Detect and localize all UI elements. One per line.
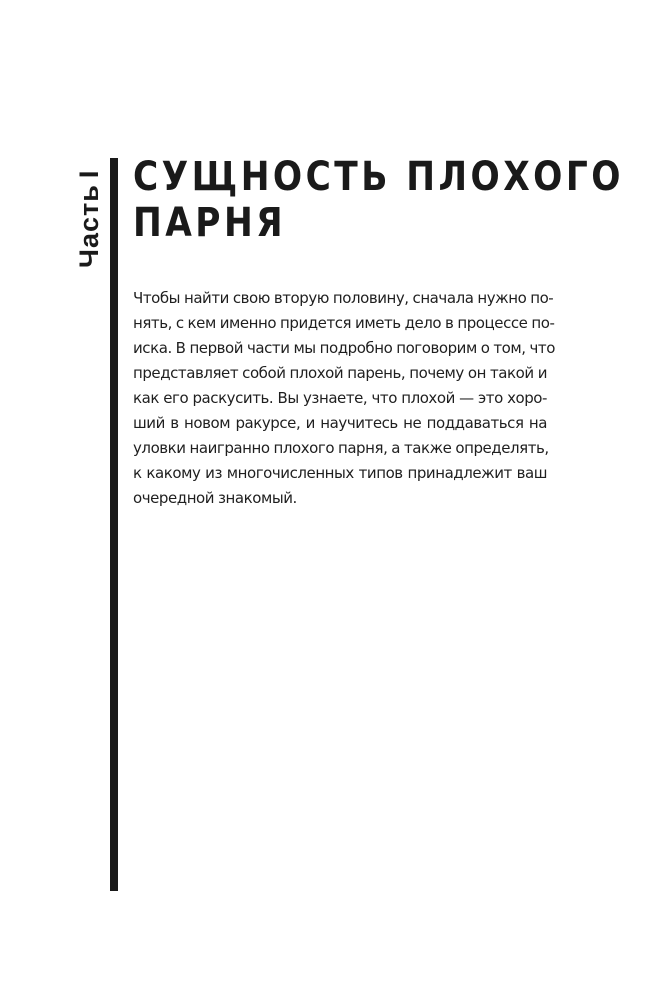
intro-paragraph [133, 286, 555, 511]
intro-line: ший в новом ракурсе, и научитесь не поддаваться на [133, 414, 547, 432]
intro-line: представляет собой плохой парень, почему он такой и [133, 364, 547, 382]
vertical-rule [110, 158, 118, 891]
part-numeral: I [74, 169, 104, 179]
intro-line: нять, с кем именно придется иметь дело в процессе по- [133, 314, 555, 332]
intro-line: уловки наигранно плохого парня, а также определять, [133, 439, 549, 457]
intro-line: очередной знакомый. [133, 489, 297, 507]
part-title-line: ПАРНЯ [133, 200, 287, 246]
intro-line: как его раскусить. Вы узнаете, что плохой — это хоро- [133, 389, 547, 407]
intro-line: иска. В первой части мы подробно поговорим о том, что [133, 339, 555, 357]
part-label [72, 128, 106, 268]
part-title-line: СУЩНОСТЬ ПЛОХОГО [133, 154, 624, 200]
part-title [133, 154, 624, 246]
intro-line: к какому из многочисленных типов принадлежит ваш [133, 464, 547, 482]
part-label-word: Часть [74, 184, 104, 268]
intro-line: Чтобы найти свою вторую половину, сначала нужно по- [133, 289, 554, 307]
